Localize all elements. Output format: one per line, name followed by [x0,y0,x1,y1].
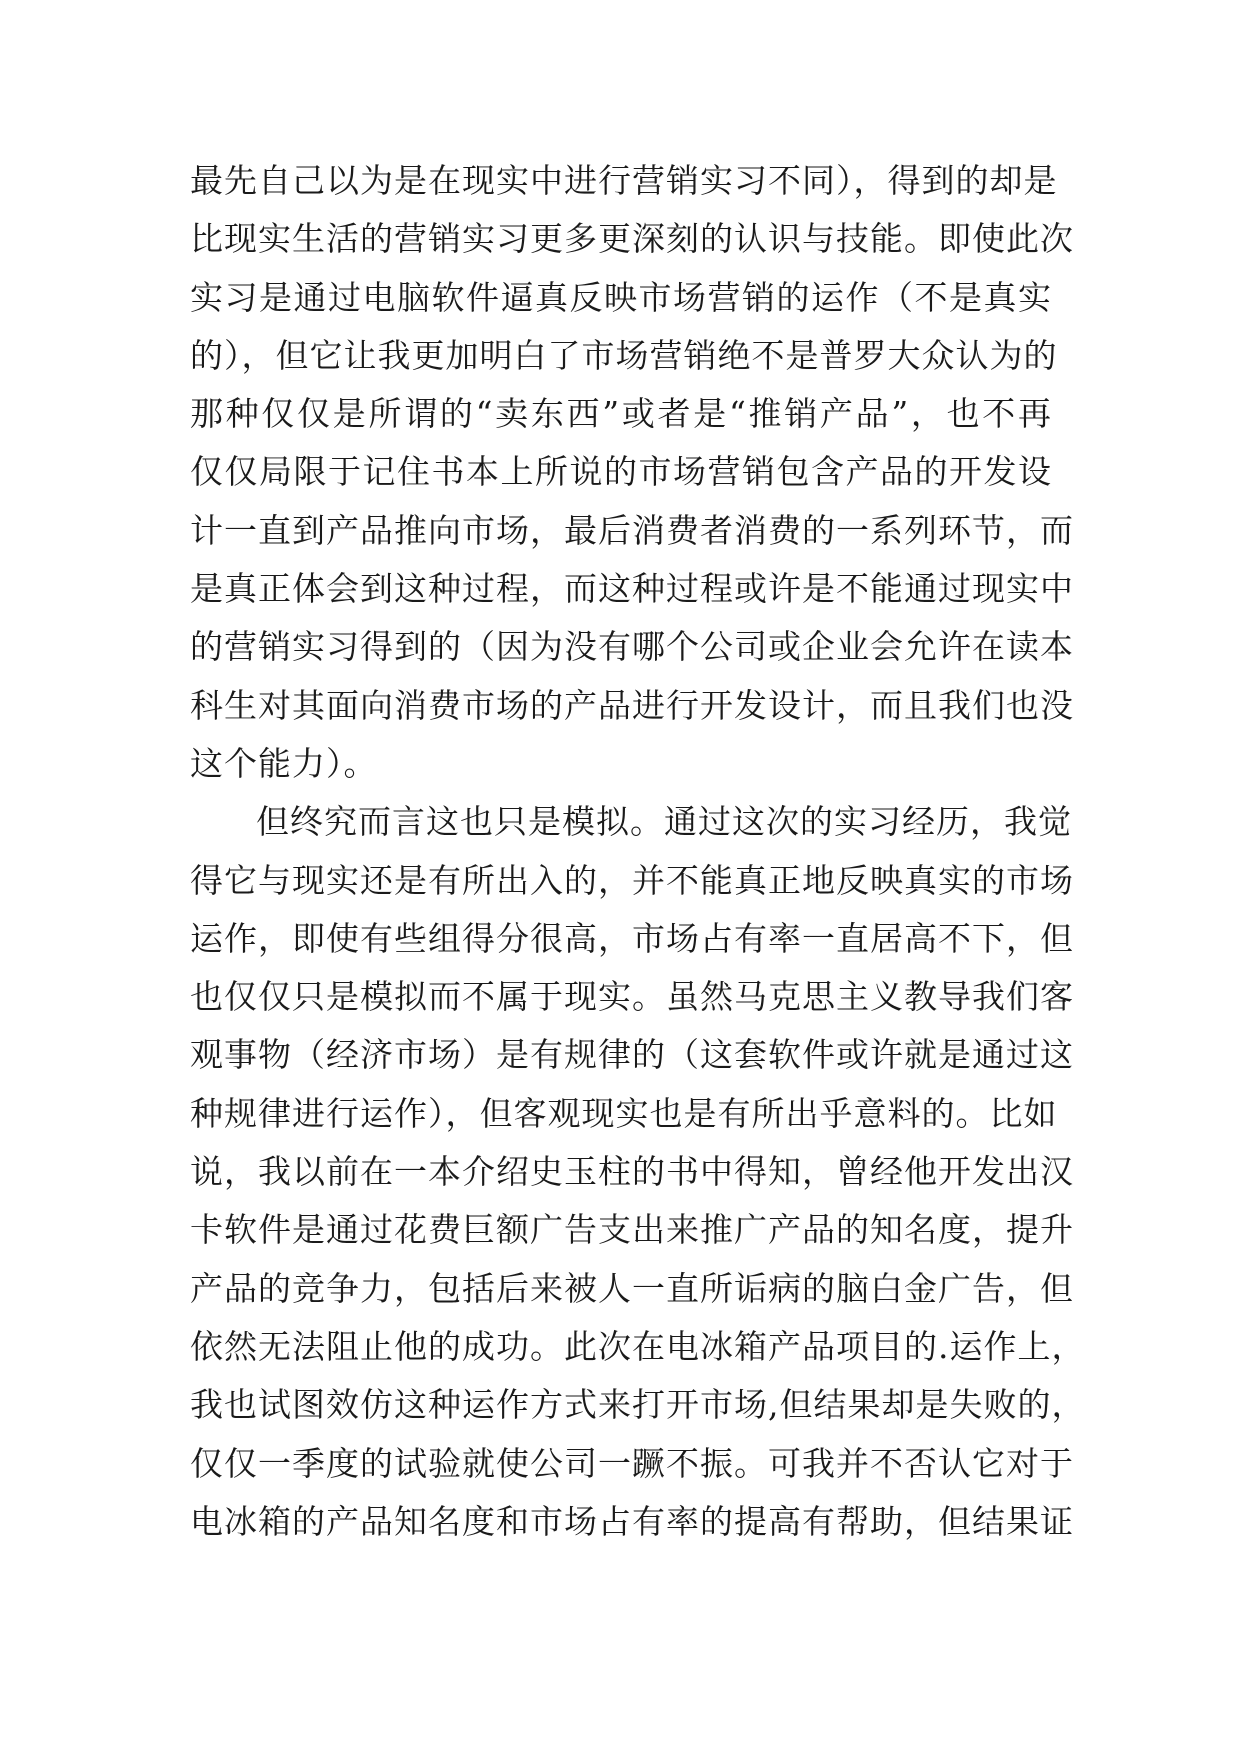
text-line: 说，我以前在一本介绍史玉柱的书中得知，曾经他开发出汉 [190,1152,1074,1192]
text-line: 计一直到产品推向市场，最后消费者消费的一系列环节，而 [190,510,1074,550]
text-line: 那种仅仅是所谓的“卖东西”或者是“推销产品”，也不再 [190,394,1052,434]
text-line: 种规律进行运作），但客观现实也是有所出乎意料的。比如 [190,1093,1058,1133]
body-text [190,152,1086,1551]
text-line: 仅仅一季度的试验就使公司一蹶不振。可我并不否认它对于 [190,1443,1074,1483]
text-line: 最先自己以为是在现实中进行营销实习不同），得到的却是 [190,161,1058,200]
paragraph [190,152,1074,793]
paragraph [190,793,1086,1551]
text-line: 仅仅局限于记住书本上所说的市场营销包含产品的开发设 [190,452,1052,492]
text-line: 也仅仅只是模拟而不属于现实。虽然马克思主义教导我们客 [190,977,1074,1017]
text-line: 卡软件是通过花费巨额广告支出来推广产品的知名度，提升 [190,1210,1074,1250]
text-line: 电冰箱的产品知名度和市场占有率的提高有帮助，但结果证 [190,1501,1074,1541]
text-line: 依然无法阻止他的成功。此次在电冰箱产品项目的.运作上， [190,1326,1086,1366]
text-line: 观事物（经济市场）是有规律的（这套软件或许就是通过这 [190,1035,1074,1075]
text-line: 的），但它让我更加明白了市场营销绝不是普罗大众认为的 [190,335,1058,375]
text-line: 比现实生活的营销实习更多更深刻的认识与技能。即使此次 [190,219,1074,259]
text-line: 是真正体会到这种过程，而这种过程或许是不能通过现实中 [190,569,1074,609]
text-line: 实习是通过电脑软件逼真反映市场营销的运作（不是真实 [190,277,1052,317]
text-line: 这个能力）。 [190,743,378,783]
text-line: 得它与现实还是有所出入的，并不能真正地反映真实的市场 [190,860,1074,900]
text-line: 科生对其面向消费市场的产品进行开发设计，而且我们也没 [190,685,1074,725]
text-line: 运作，即使有些组得分很高，市场占有率一直居高不下，但 [190,918,1074,958]
text-line: 我也试图效仿这种运作方式来打开市场,但结果却是失败的， [190,1385,1086,1425]
text-line: 的营销实习得到的（因为没有哪个公司或企业会允许在读本 [190,627,1074,667]
text-line: 产品的竞争力，包括后来被人一直所诟病的脑白金广告，但 [190,1268,1074,1308]
text-line: 但终究而言这也只是模拟。通过这次的实习经历，我觉 [256,802,1072,842]
